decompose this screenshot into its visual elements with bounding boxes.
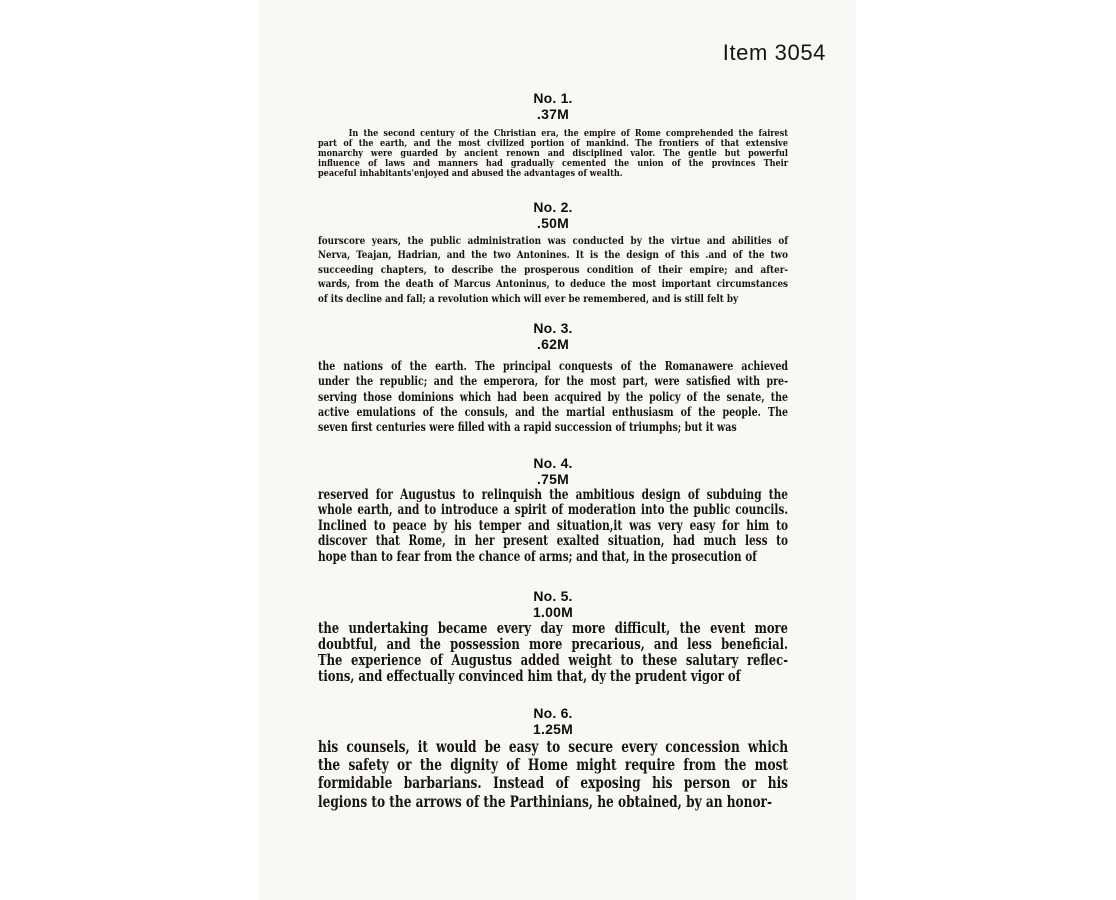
text-line: formidable barbarians. Instead of exposing his person or his [318, 773, 789, 793]
text-line: discover that Rome, in her present exalted situation, had much less to [318, 533, 788, 550]
text-line: succeeding chapters, to describe the prosperous condition of their empire; and after- [318, 263, 789, 276]
section-6-heading [318, 705, 788, 737]
section-magnification: 1.00M [533, 604, 573, 620]
text-line: monarchy were guarded by ancient renown and disciplined valor. The gentle but powerful [318, 148, 789, 159]
section-1-heading [318, 90, 788, 122]
scanned-page [258, 0, 856, 900]
section-2-paragraph [318, 234, 788, 306]
section-number: No. 1. [533, 90, 573, 106]
text-line: In the second century of the Christian era, the empire of Rome comprehended the fairest [348, 129, 789, 139]
section-4-heading [318, 455, 788, 487]
text-line: whole earth, and to introduce a spirit of moderation into the public councils. [318, 502, 788, 519]
text-line: the nations of the earth. The principal conquests of the Romanawere achieved [318, 358, 789, 373]
text-line: Inclined to peace by his temper and situation,it was very easy for him to [318, 517, 788, 534]
text-line: his counsels, it would be easy to secure every concession which [318, 737, 789, 756]
section-magnification: .37M [537, 106, 569, 122]
text-line: legions to the arrows of the Parthinians, he obtained, by an honor- [318, 791, 772, 811]
section-3-paragraph [318, 358, 788, 434]
text-line: fourscore years, the public administration was conducted by the virtue and abilities of [318, 235, 789, 247]
section-magnification: .75M [537, 471, 569, 487]
section-5-heading [318, 588, 788, 620]
text-line: peaceful inhabitants'enjoyed and abused the advantages of wealth. [318, 168, 623, 179]
section-number: No. 2. [533, 199, 573, 215]
text-line: seven first centuries were filled with a rapid succession of triumphs; but it was [318, 419, 737, 435]
section-4-paragraph [318, 488, 788, 565]
text-line: wards, from the death of Marcus Antoninus, to deduce the most important circumstances [318, 278, 789, 291]
text-line: of its decline and fall; a revolution which will ever be remembered, and is still felt by [318, 292, 739, 305]
section-number: No. 4. [533, 455, 573, 471]
section-magnification: .50M [537, 215, 569, 231]
section-number: No. 6. [533, 705, 573, 721]
text-line: influence of laws and manners had gradually cemented the union of the provinces Their [318, 158, 789, 169]
section-2-heading [318, 199, 788, 231]
text-line: hope than to fear from the chance of arms; and that, in the prosecution of [318, 548, 757, 565]
text-line: under the republic; and the emperora, for the most part, were satisfied with pre- [318, 373, 789, 389]
section-number: No. 3. [533, 320, 573, 336]
section-3-heading [318, 320, 788, 352]
section-number: No. 5. [533, 588, 573, 604]
text-line: doubtful, and the possession more precarious, and less beneficial. [318, 635, 789, 653]
item-number: Item 3054 [722, 40, 826, 65]
text-line: the safety or the dignity of Home might require from the most [318, 755, 789, 775]
section-magnification: .62M [537, 336, 569, 352]
section-6-paragraph [318, 738, 788, 811]
text-line: part of the earth, and the most civilized portion of mankind. The frontiers of that extensive [318, 138, 789, 149]
text-line: The experience of Augustus added weight to these salutary reflec- [318, 651, 789, 669]
text-line: serving those dominions which had been acquired by the policy of the senate, the [318, 388, 789, 404]
section-1-paragraph [318, 130, 788, 180]
text-line: the undertaking became every day more difficult, the event more [318, 619, 789, 637]
section-magnification: 1.25M [533, 721, 573, 737]
text-line: active emulations of the consuls, and the martial enthusiasm of the people. The [318, 403, 789, 419]
text-line: tions, and effectually convinced him that, dy the prudent vigor of [318, 667, 741, 685]
text-line: reserved for Augustus to relinquish the ambitious design of subduing the [318, 487, 788, 503]
section-5-paragraph [318, 620, 788, 684]
text-line: Nerva, Teajan, Hadrian, and the two Antonines. It is the design of this .and of the two [318, 249, 789, 262]
